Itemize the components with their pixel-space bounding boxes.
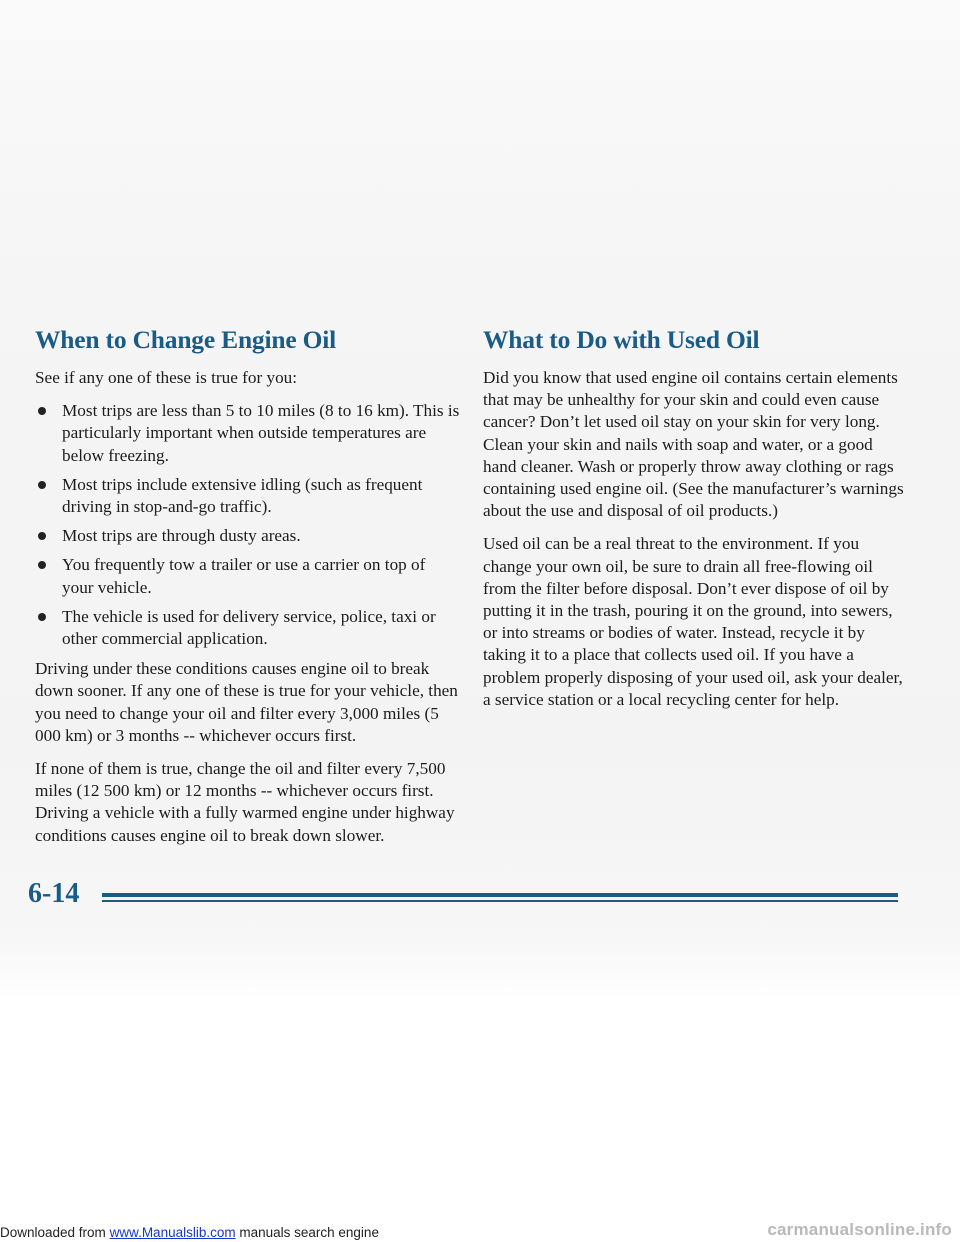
severe-conditions-paragraph: Driving under these conditions causes engine oil to break down sooner. If any one of these is true for your vehicle, then you need to change your oil and filter every 3,000 miles (5 000 km) or 3 months -- whichever occurs first.	[35, 659, 458, 745]
bullet-icon	[38, 532, 46, 540]
watermark: carmanualsonline.info	[767, 1220, 952, 1239]
bullet-icon	[38, 407, 46, 415]
bullet-icon	[38, 613, 46, 621]
left-column	[35, 323, 460, 858]
footer-suffix: manuals search engine	[235, 1225, 379, 1240]
page-number: 6-14	[28, 878, 80, 909]
list-item-text: Most trips include extensive idling (such as frequent driving in stop-and-go traffic).	[62, 474, 423, 517]
right-column	[483, 323, 908, 722]
bullet-icon	[38, 561, 46, 569]
health-warning-paragraph: Did you know that used engine oil contains certain elements that may be unhealthy for your skin and could even cause cancer? Don’t let used oil stay on your skin for very long. Clean your skin and nails with soap and water, or a good hand cleaner. Wash or properly throw away clothing or rags containing used engine oil. (See the manufacturer’s warnings about the use and disposal of oil products.)	[483, 368, 904, 521]
normal-conditions-paragraph: If none of them is true, change the oil and filter every 7,500 miles (12 500 km) or 12 months -- whichever occurs first. Driving a vehicle with a fully warmed engine under highway conditions causes engine oil to break down slower.	[35, 759, 455, 845]
page-rule-thin	[102, 900, 898, 902]
download-footer	[0, 1224, 379, 1241]
conditions-list	[35, 400, 460, 650]
list-item	[35, 400, 460, 467]
manualslib-link[interactable]: www.Manualslib.com	[109, 1225, 236, 1240]
list-item	[35, 525, 460, 547]
list-item-text: Most trips are less than 5 to 10 miles (8 to 16 km). This is particularly important when outside temperatures are below freezing.	[62, 401, 460, 465]
section-heading-change-oil: When to Change Engine Oil	[35, 325, 337, 354]
list-item	[35, 606, 460, 650]
list-item	[35, 474, 460, 518]
intro-text: See if any one of these is true for you:	[35, 368, 298, 387]
footer-prefix: Downloaded from	[0, 1225, 110, 1240]
list-item-text: You frequently tow a trailer or use a carrier on top of your vehicle.	[62, 555, 426, 597]
bullet-icon	[38, 481, 46, 489]
list-item-text: Most trips are through dusty areas.	[62, 526, 301, 546]
list-item	[35, 554, 460, 598]
page-rule	[102, 893, 898, 897]
list-item-text: The vehicle is used for delivery service, police, taxi or other commercial application.	[62, 606, 436, 649]
section-heading-used-oil: What to Do with Used Oil	[483, 325, 760, 354]
disposal-paragraph: Used oil can be a real threat to the environment. If you change your own oil, be sure to drain all free-flowing oil from the filter before disposal. Don’t ever dispose of oil by putting it in the trash, pouring it on the ground, into sewers, or into streams or bodies of water. Instead, recycle it by taking it to a place that collects used oil. If you have a problem properly disposing of your used oil, ask your dealer, a service station or a local recycling center for help.	[483, 534, 903, 709]
